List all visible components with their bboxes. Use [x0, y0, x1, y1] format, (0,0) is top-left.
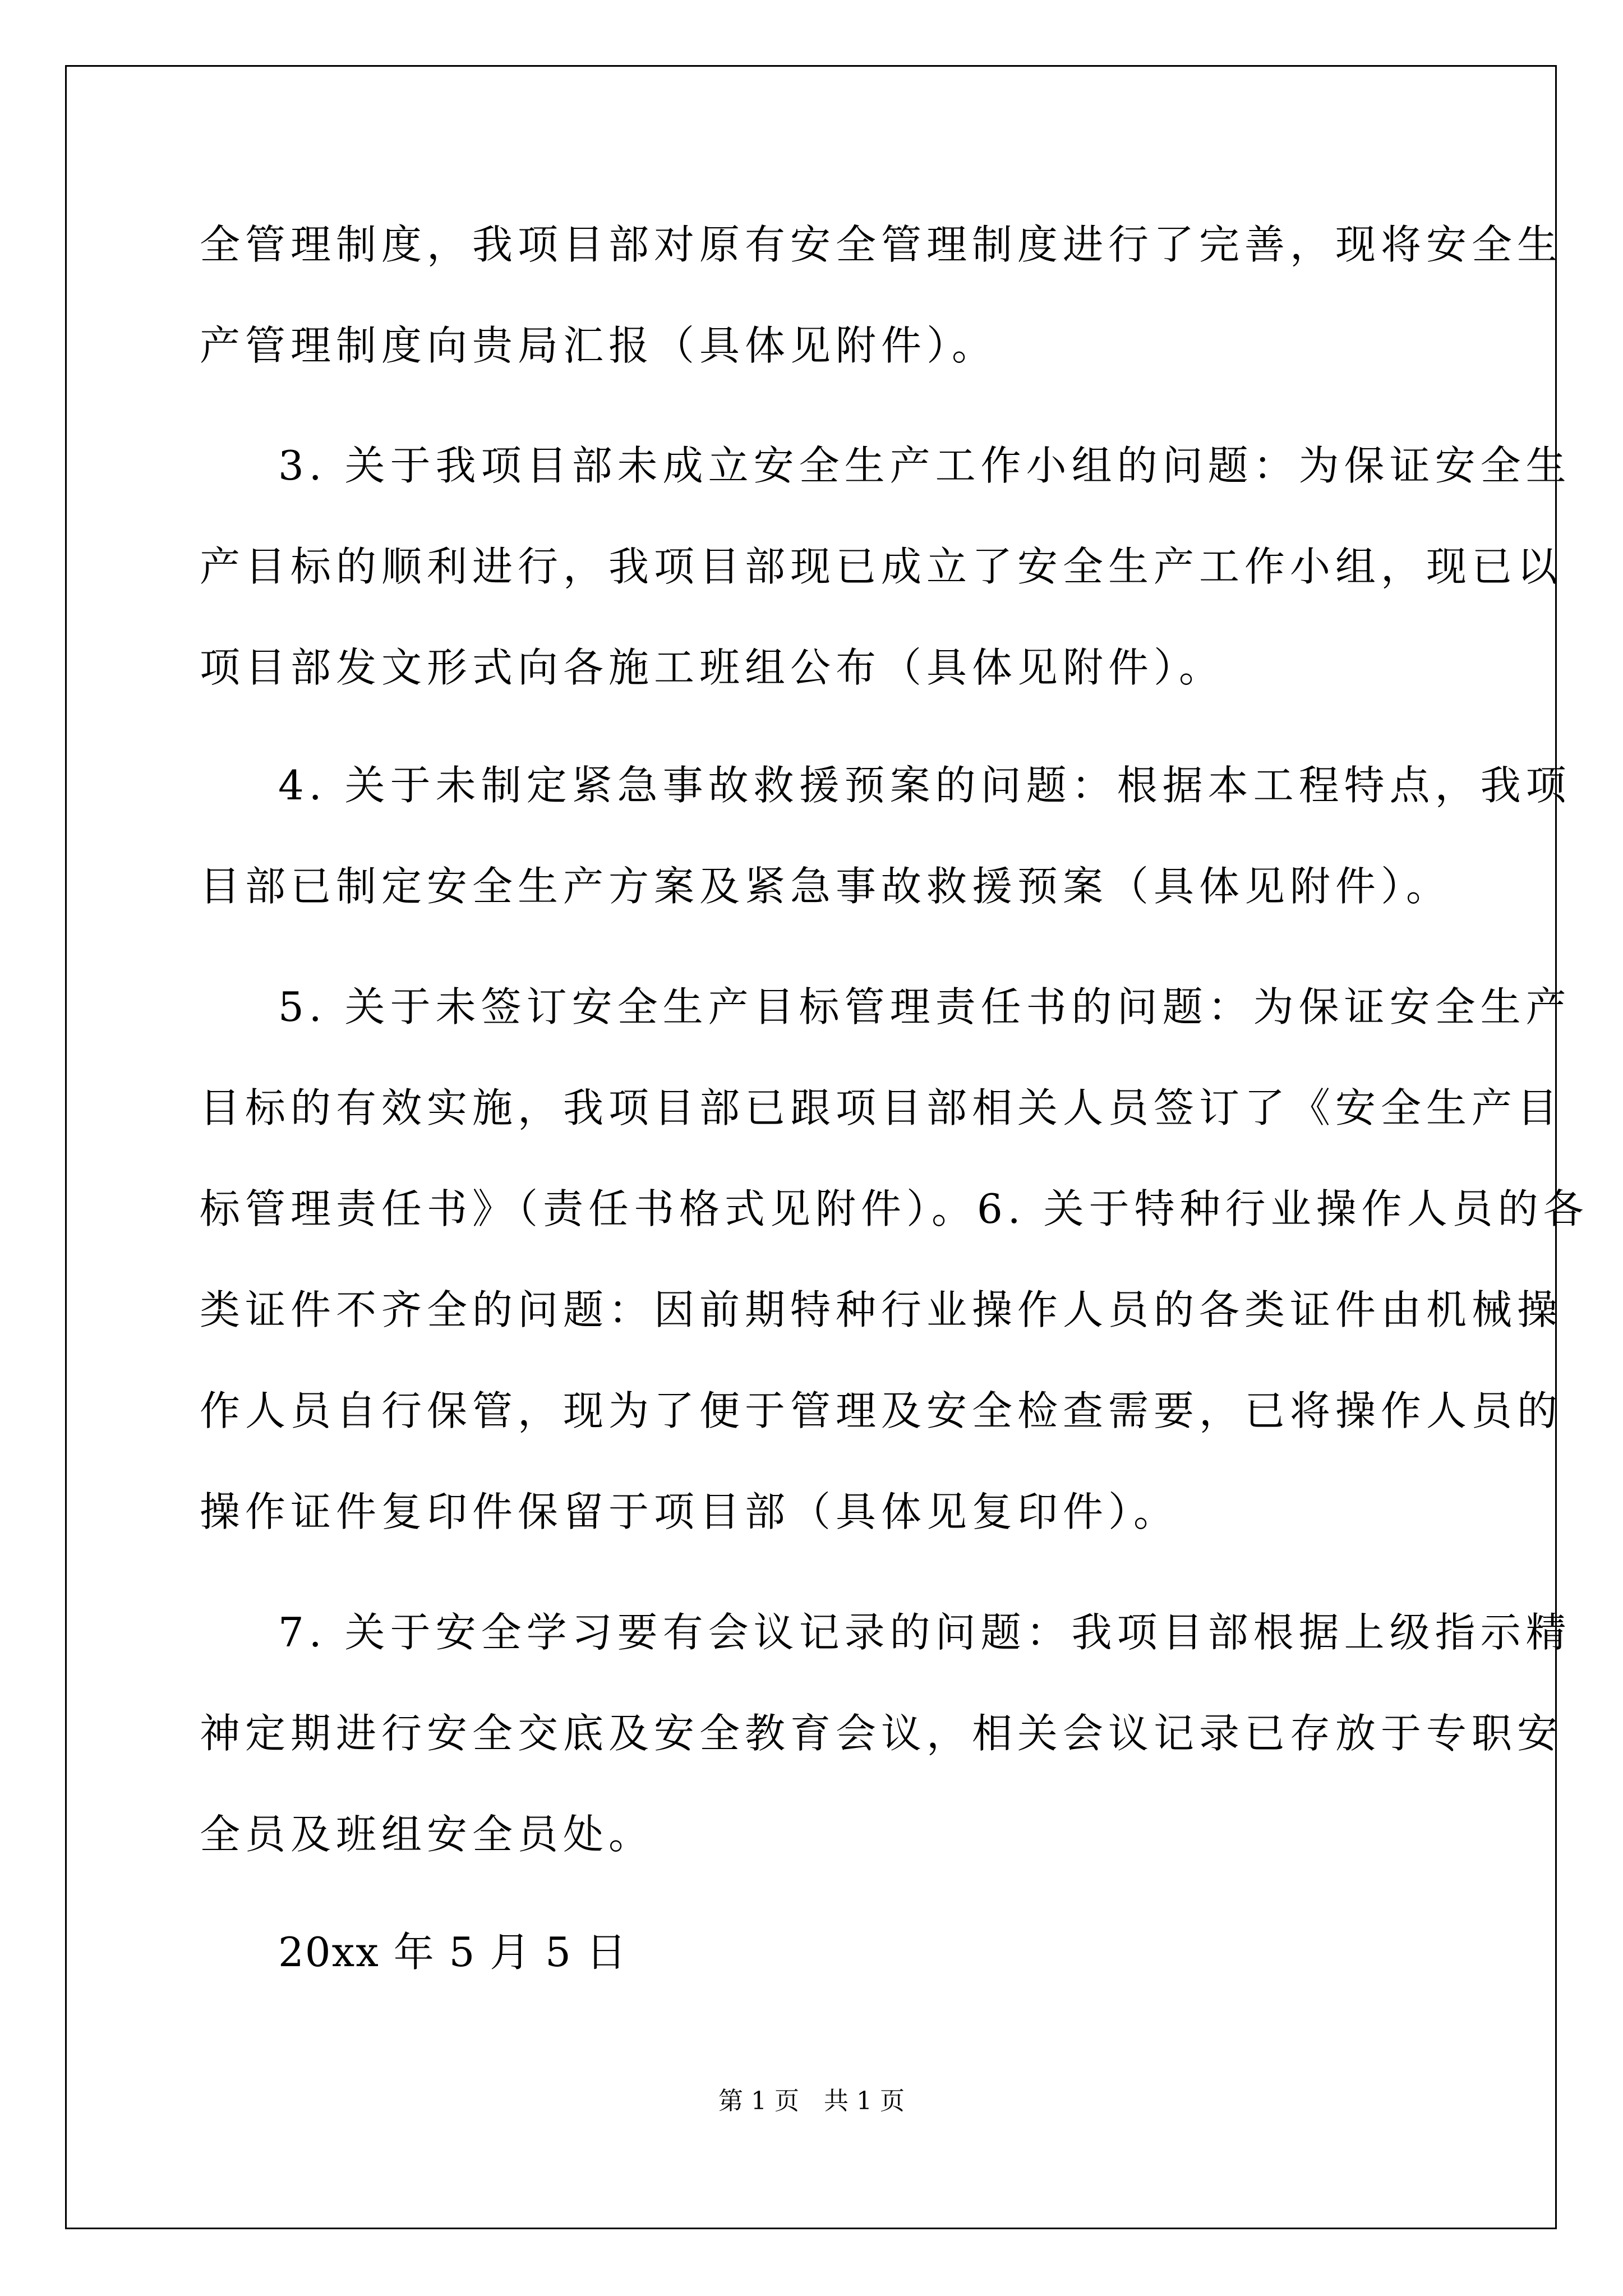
page-border	[65, 65, 1557, 2229]
body-text-line: 项目部发文形式向各施工班组公布（具体见附件）。	[200, 644, 1225, 691]
body-text-line: 标管理责任书》（责任书格式见附件）。6. 关于特种行业操作人员的各	[200, 1185, 1589, 1232]
body-text-line: 类证件不齐全的问题：因前期特种行业操作人员的各类证件由机械操	[200, 1286, 1563, 1333]
body-text-line: 目标的有效实施，我项目部已跟项目部相关人员签订了《安全生产目	[200, 1084, 1563, 1131]
body-text-line: 7. 关于安全学习要有会议记录的问题：我项目部根据上级指示精	[278, 1609, 1571, 1656]
body-text-line: 5. 关于未签订安全生产目标管理责任书的问题：为保证安全生产	[278, 983, 1571, 1030]
body-text-line: 产管理制度向贵局汇报（具体见附件）。	[200, 322, 998, 369]
body-text-line: 神定期进行安全交底及安全教育会议，相关会议记录已存放于专职安	[200, 1710, 1563, 1757]
body-text-line: 全员及班组安全员处。	[200, 1811, 654, 1858]
page-number-footer: 第 1 页 共 1 页	[718, 2087, 905, 2115]
body-text-line: 全管理制度，我项目部对原有安全管理制度进行了完善，现将安全生	[200, 221, 1563, 268]
body-text-line: 作人员自行保管，现为了便于管理及安全检查需要，已将操作人员的	[200, 1387, 1563, 1434]
body-text-line: 操作证件复印件保留于项目部（具体见复印件）。	[200, 1488, 1179, 1535]
body-text-line: 目部已制定安全生产方案及紧急事故救援预案（具体见附件）。	[200, 863, 1452, 910]
body-text-line: 产目标的顺利进行，我项目部现已成立了安全生产工作小组，现已以	[200, 543, 1563, 590]
body-text-line: 4. 关于未制定紧急事故救援预案的问题：根据本工程特点，我项	[278, 762, 1571, 809]
document-date: 20xx 年 5 月 5 日	[278, 1929, 628, 1976]
body-text-line: 3. 关于我项目部未成立安全生产工作小组的问题：为保证安全生	[278, 442, 1571, 489]
